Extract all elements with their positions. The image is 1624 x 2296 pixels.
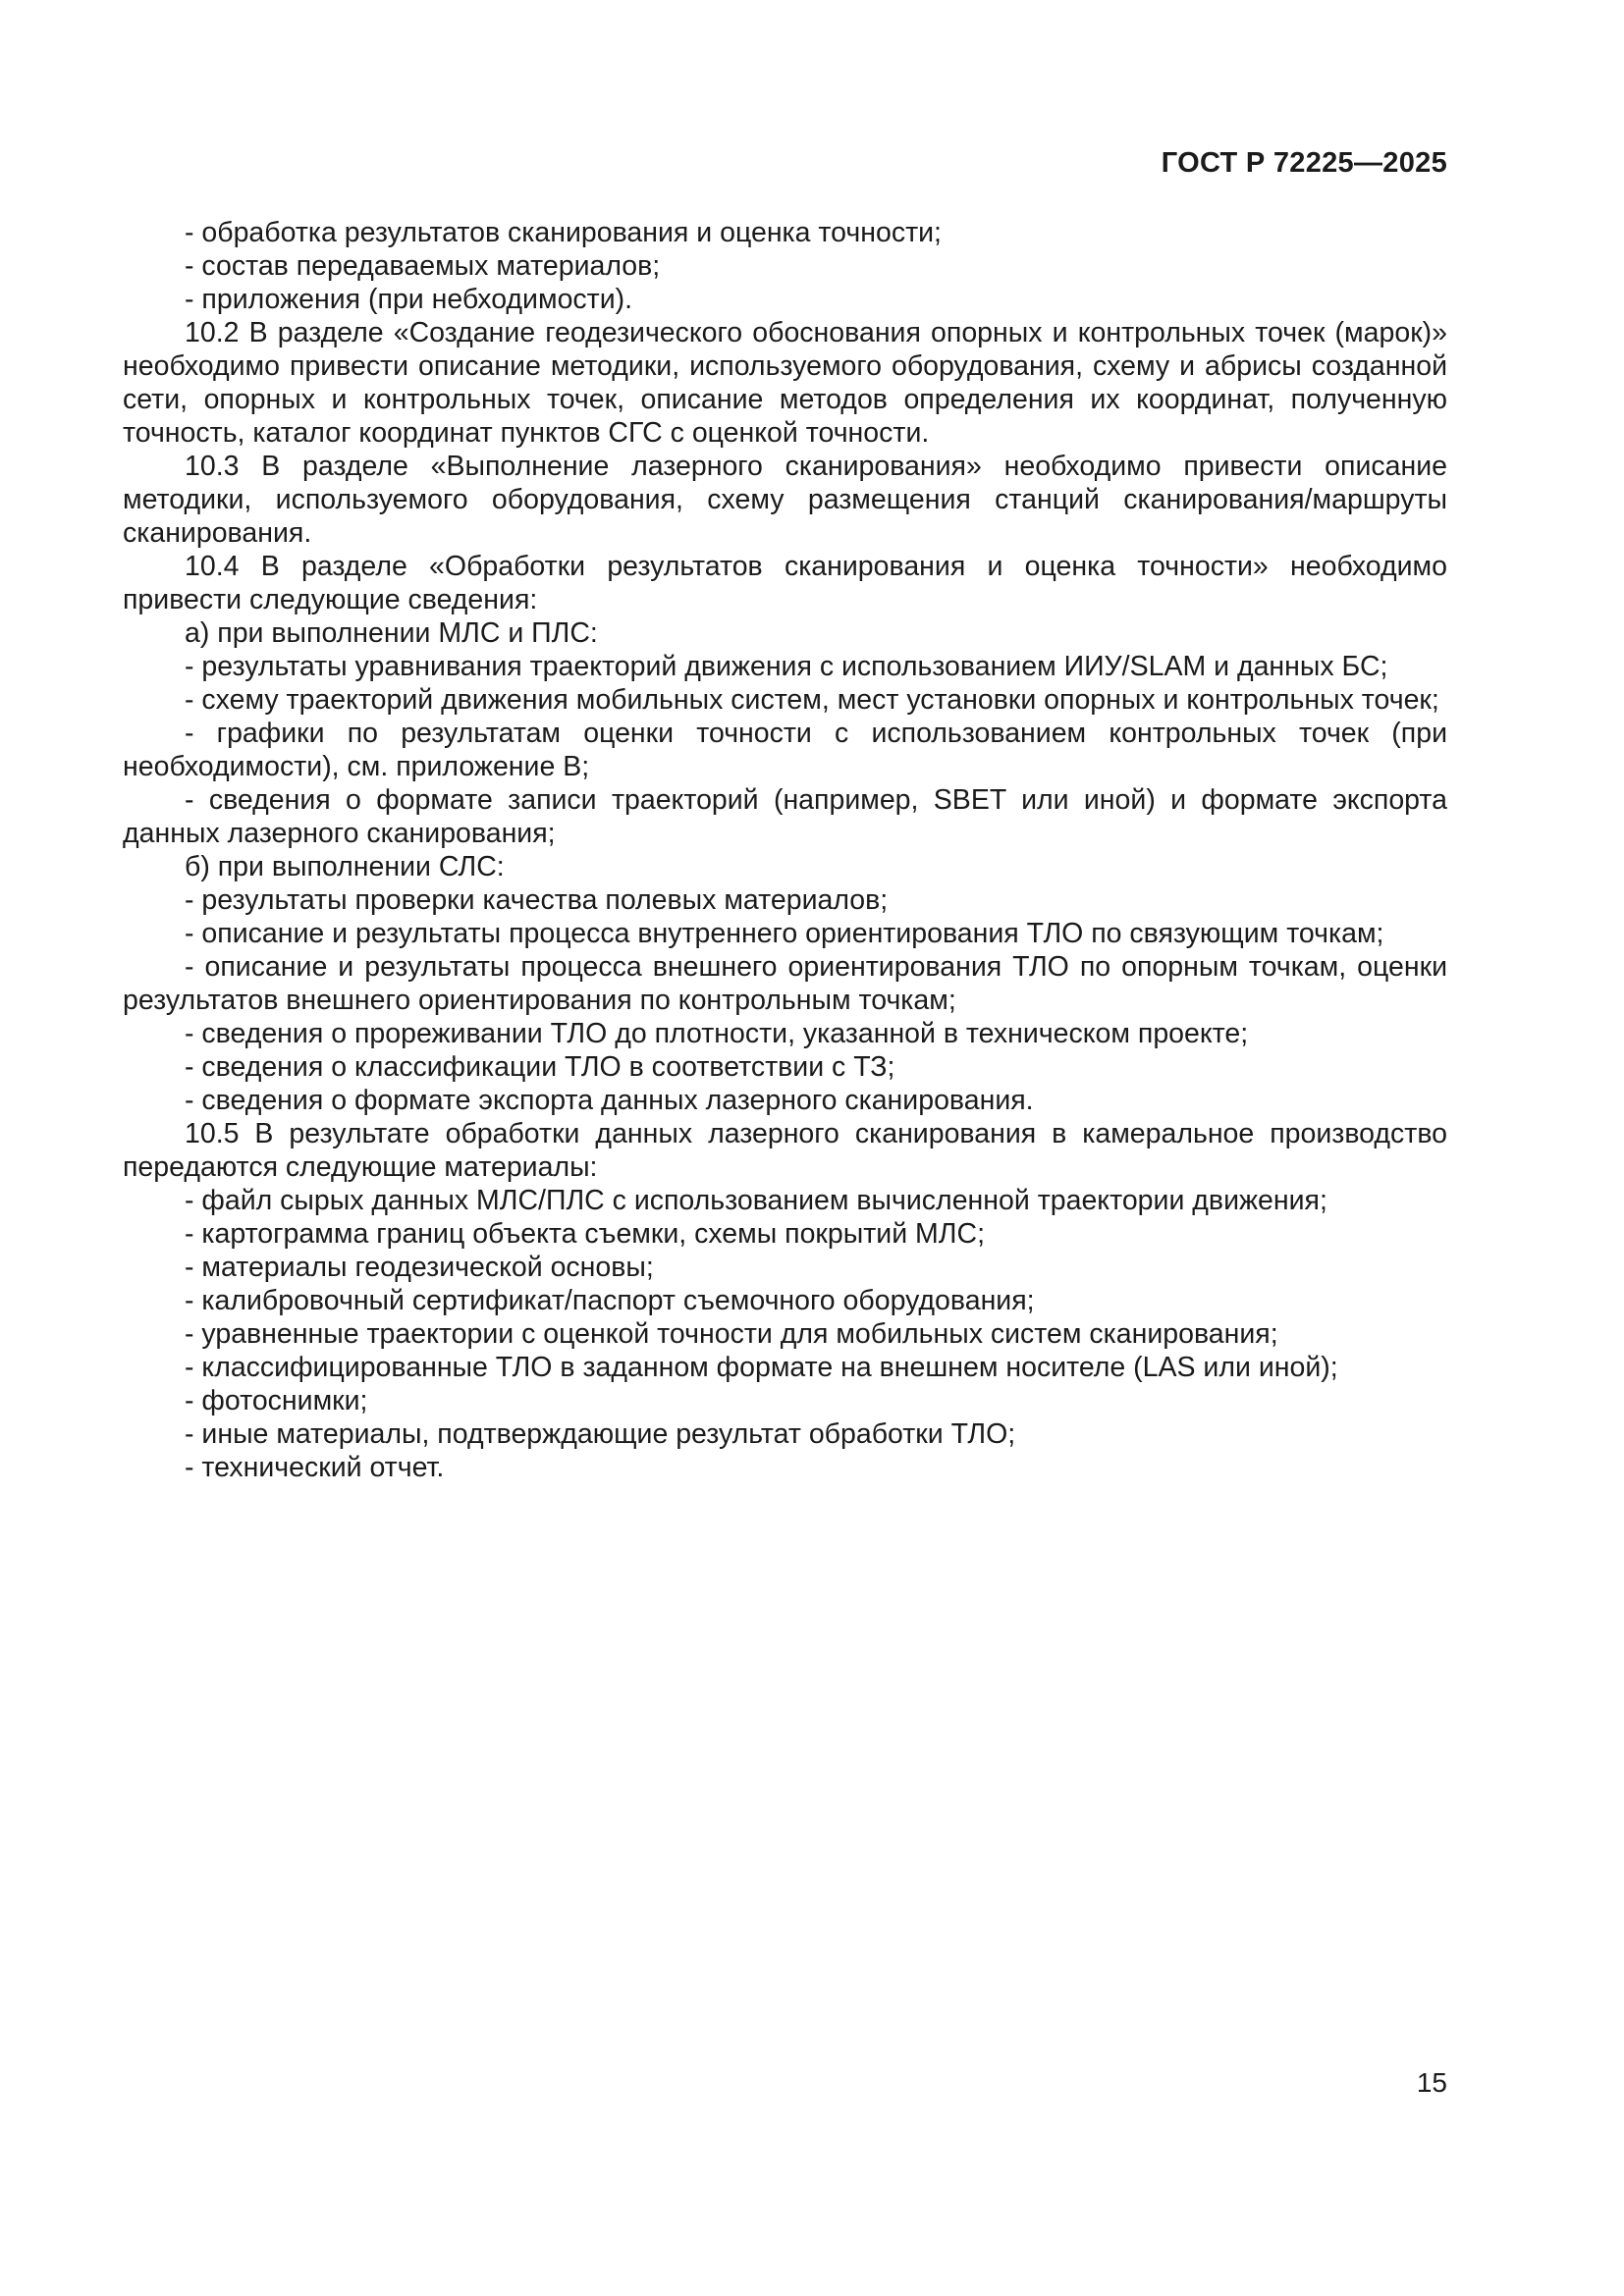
- bullet-item: - обработка результатов сканирования и оценка точности;: [185, 217, 942, 248]
- bullet-item: - результаты проверки качества полевых материалов;: [185, 884, 889, 916]
- bullet-item: - калибровочный сертификат/паспорт съемочного оборудования;: [185, 1285, 1035, 1316]
- bullet-item: - сведения о прореживании ТЛО до плотности, указанной в техническом проекте;: [185, 1018, 1249, 1049]
- document-body: [123, 216, 1447, 1484]
- bullet-item: - схему траекторий движения мобильных систем, мест установки опорных и контрольных точек;: [185, 684, 1439, 716]
- bullet-item: - результаты уравнивания траекторий движения с использованием ИИУ/SLAM и данных БС;: [185, 651, 1388, 682]
- page-footer: [123, 2067, 1447, 2099]
- bullet-item: - материалы геодезической основы;: [185, 1252, 654, 1283]
- bullet-item: - файл сырых данных МЛС/ПЛС с использованием вычисленной траектории движения;: [185, 1185, 1327, 1216]
- clause-paragraph: 10.4 В разделе «Обработки результатов сканирования и оценка точности» необходимо привести следующие сведения:: [123, 551, 1447, 615]
- list-item: а) при выполнении МЛС и ПЛС:: [185, 617, 598, 649]
- bullet-item: - классифицированные ТЛО в заданном формате на внешнем носителе (LAS или иной);: [185, 1352, 1338, 1383]
- bullet-item: - иные материалы, подтверждающие результат обработки ТЛО;: [185, 1418, 1016, 1450]
- bullet-item: - состав передаваемых материалов;: [185, 250, 661, 282]
- bullet-item: - картограмма границ объекта съемки, схемы покрытий МЛС;: [185, 1218, 985, 1250]
- clause-paragraph: 10.3 В разделе «Выполнение лазерного сканирования» необходимо привести описание методики, используемого оборудования, схему размещения станций сканирования/маршруты сканирования.: [123, 451, 1447, 549]
- bullet-item: - уравненные траектории с оценкой точности для мобильных систем сканирования;: [185, 1318, 1278, 1350]
- bullet-item: - сведения о формате экспорта данных лазерного сканирования.: [185, 1085, 1034, 1116]
- bullet-item: - графики по результатам оценки точности с использованием контрольных точек (при необходимости), см. приложение В;: [123, 718, 1447, 782]
- bullet-item: - сведения о классификации ТЛО в соответствии с ТЗ;: [185, 1051, 895, 1083]
- bullet-item: - фотоснимки;: [185, 1385, 368, 1416]
- bullet-item: - описание и результаты процесса внутреннего ориентирования ТЛО по связующим точкам;: [185, 918, 1384, 949]
- doc-number: ГОСТ Р 72225—2025: [1161, 147, 1447, 179]
- clause-paragraph: 10.5 В результате обработки данных лазерного сканирования в камеральное производство передаются следующие материалы:: [123, 1118, 1447, 1183]
- bullet-item: - технический отчет.: [185, 1452, 445, 1483]
- clause-paragraph: 10.2 В разделе «Создание геодезического обоснования опорных и контрольных точек (марок)» необходимо привести описание методики, используемого оборудования, схему и абрисы созданной сети, опорных и контрольных точек, описание методов определения их координат, полученную точность, каталог координат пунктов СГС с оценкой точности.: [123, 317, 1447, 449]
- bullet-item: - описание и результаты процесса внешнего ориентирования ТЛО по опорным точкам, оценки результатов внешнего ориентирования по контрольным точкам;: [123, 951, 1447, 1016]
- bullet-item: - сведения о формате записи траекторий (например, SBET или иной) и формате экспорта данных лазерного сканирования;: [123, 784, 1447, 849]
- page-header: [123, 147, 1447, 180]
- list-item: б) при выполнении СЛС:: [185, 851, 505, 882]
- bullet-item: - приложения (при небходимости).: [185, 284, 633, 315]
- page-number: 15: [1416, 2067, 1447, 2098]
